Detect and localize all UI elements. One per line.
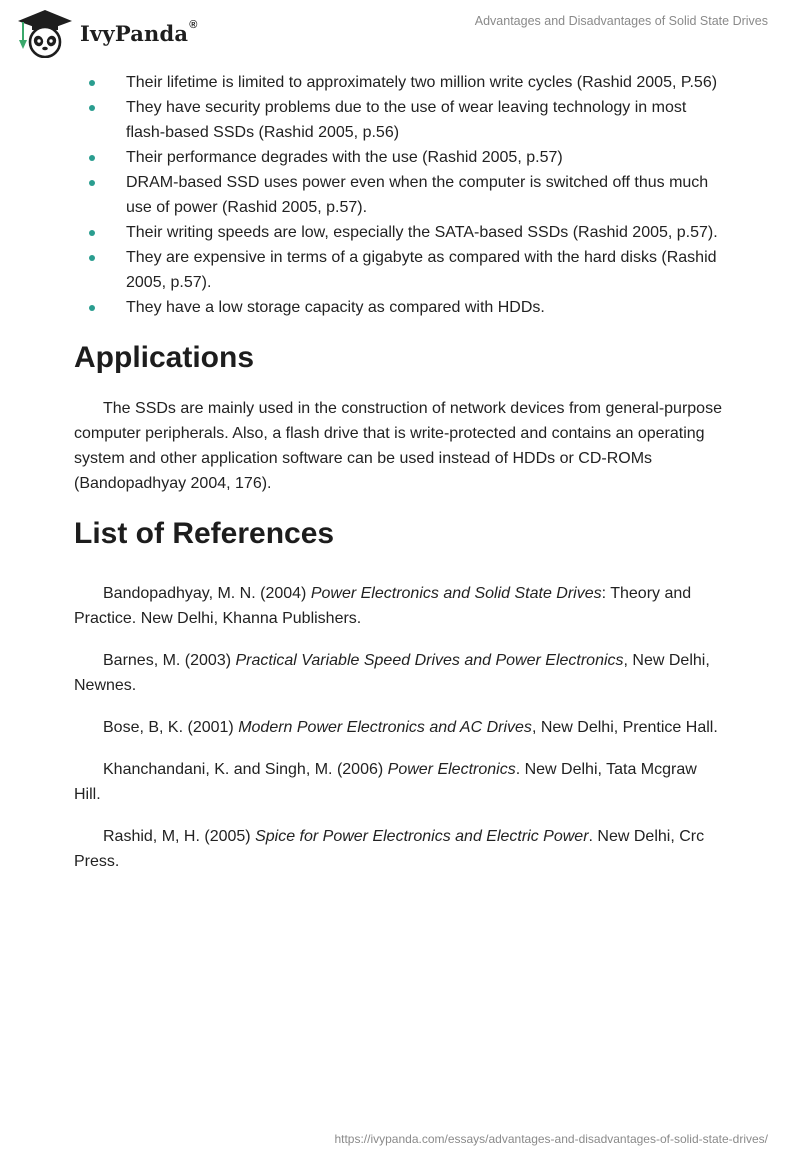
list-item: They are expensive in terms of a gigabyte as compared with the hard disks (Rashid 2005, p.57). bbox=[74, 245, 726, 295]
reference-item: Bandopadhyay, M. N. (2004) Power Electronics and Solid State Drives: Theory and Practice. New Delhi, Khanna Publishers. bbox=[74, 585, 692, 627]
bullet-dot-icon bbox=[89, 180, 95, 186]
reference-item: Rashid, M, H. (2005) Spice for Power Electronics and Electric Power. New Delhi, Crc Press. bbox=[74, 828, 705, 870]
list-item: DRAM-based SSD uses power even when the computer is switched off thus much use of power (Rashid 2005, p.57). bbox=[74, 170, 726, 220]
disadvantages-list bbox=[74, 70, 726, 320]
list-item: Their performance degrades with the use (Rashid 2005, p.57) bbox=[74, 145, 726, 170]
list-item: They have a low storage capacity as compared with HDDs. bbox=[74, 295, 726, 320]
reference-title: Power Electronics bbox=[387, 761, 516, 778]
brand-name: IvyPanda® bbox=[80, 18, 198, 46]
source-url-link[interactable]: https://ivypanda.com/essays/advantages-and-disadvantages-of-solid-state-drives/ bbox=[334, 1132, 768, 1146]
reference-title: Power Electronics and Solid State Drives bbox=[310, 585, 602, 602]
panda-graduate-icon bbox=[14, 8, 76, 58]
bullet-dot-icon bbox=[89, 80, 95, 86]
bullet-dot-icon bbox=[89, 105, 95, 111]
reference-item: Khanchandani, K. and Singh, M. (2006) Power Electronics. New Delhi, Tata Mcgraw Hill. bbox=[74, 761, 697, 803]
reference-title: Practical Variable Speed Drives and Power Electronics bbox=[235, 652, 624, 669]
list-item: Their writing speeds are low, especially the SATA-based SSDs (Rashid 2005, p.57). bbox=[74, 220, 726, 245]
reference-item: Bose, B, K. (2001) Modern Power Electronics and AC Drives, New Delhi, Prentice Hall. bbox=[103, 719, 718, 736]
bullet-dot-icon bbox=[89, 230, 95, 236]
references-list bbox=[74, 581, 726, 874]
ivypanda-logo[interactable] bbox=[14, 8, 198, 58]
bullet-dot-icon bbox=[89, 255, 95, 261]
applications-heading: Applications bbox=[74, 341, 255, 374]
list-item: They have security problems due to the use of wear leaving technology in most flash-based SSDs (Rashid 2005, p.56) bbox=[74, 95, 726, 145]
list-item: Their lifetime is limited to approximately two million write cycles (Rashid 2005, P.56) bbox=[74, 70, 726, 95]
running-title: Advantages and Disadvantages of Solid State Drives bbox=[474, 14, 768, 28]
references-heading: List of References bbox=[74, 517, 335, 550]
article-body bbox=[74, 70, 726, 874]
applications-paragraph: The SSDs are mainly used in the construction of network devices from general-purpose computer peripherals. Also, a flash drive that is write-protected and contains an operating system and other application software can be used instead of HDDs or CD-ROMs (Bandopadhyay 2004, 176). bbox=[74, 400, 722, 492]
reference-title: Spice for Power Electronics and Electric Power bbox=[255, 828, 589, 845]
bullet-dot-icon bbox=[89, 305, 95, 311]
registered-mark: ® bbox=[189, 18, 198, 31]
bullet-dot-icon bbox=[89, 155, 95, 161]
reference-title: Modern Power Electronics and AC Drives bbox=[238, 719, 532, 736]
reference-item: Barnes, M. (2003) Practical Variable Speed Drives and Power Electronics, New Delhi, Newnes. bbox=[74, 652, 710, 694]
